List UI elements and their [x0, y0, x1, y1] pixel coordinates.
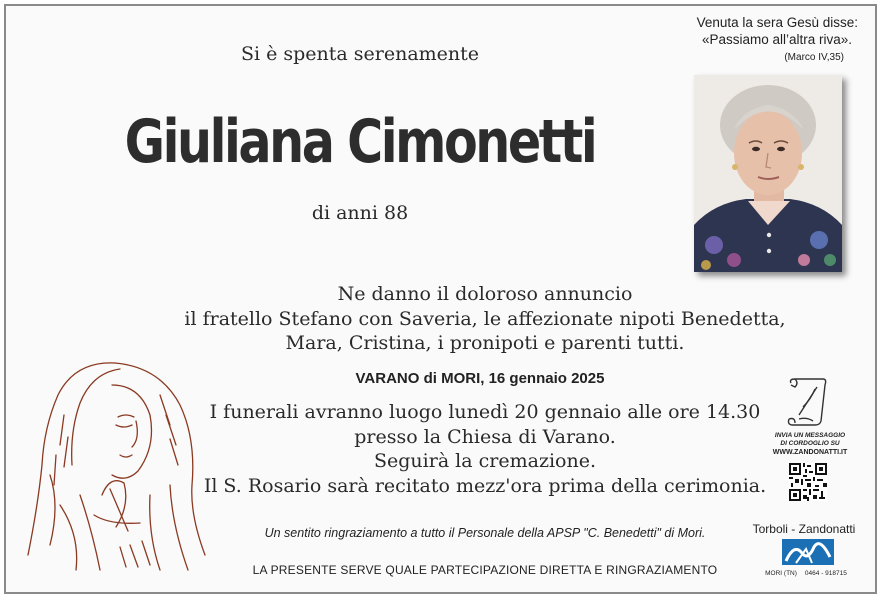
portrait-photo	[694, 75, 842, 272]
deceased-age: di anni 88	[311, 202, 409, 224]
condolence-text	[765, 432, 855, 448]
thanks-note: Un sentito ringraziamento a tutto il Personale della APSP "C. Benedetti" di Mori.	[264, 526, 706, 540]
intro-text: Si è spenta serenamente	[240, 43, 480, 65]
funeral-line: I funerali avranno luogo lunedì 20 gennaio alle ore 14.30	[209, 401, 761, 423]
funeral-line: Seguirà la cremazione.	[374, 450, 596, 472]
condolence-line: DI CORDOGLIO SU	[780, 440, 840, 447]
footer-note: LA PRESENTE SERVE QUALE PARTECIPAZIONE DIRETTA E RINGRAZIAMENTO	[252, 563, 718, 577]
quote-line-1: Venuta la sera Gesù disse:	[696, 15, 858, 30]
condolence-line: INVIA UN MESSAGGIO	[774, 432, 846, 439]
agency-contact	[756, 570, 856, 577]
agency-phone: 0464 - 918715	[804, 570, 847, 577]
funeral-line: Il S. Rosario sarà recitato mezz'ora prima della cerimonia.	[203, 474, 767, 497]
place-date: VARANO di MORI, 16 gennaio 2025	[355, 370, 605, 387]
condolence-url[interactable]: WWW.ZANDONATTI.IT	[772, 449, 848, 456]
quote-reference: (Marco IV,35)	[784, 52, 844, 63]
funeral-details	[150, 400, 820, 498]
madonna-drawing-icon	[20, 355, 215, 577]
quote-line-2: «Passiamo all’altra riva».	[701, 32, 852, 47]
scroll-quill-icon[interactable]	[785, 377, 831, 427]
announcement-line: Ne danno il doloroso annuncio	[337, 283, 633, 305]
announcement-line: Mara, Cristina, i pronipoti e parenti tutti.	[285, 332, 685, 354]
agency-logo-icon	[782, 539, 834, 565]
announcement-line: il fratello Stefano con Saveria, le affezionate nipoti Benedetta,	[184, 307, 786, 330]
funeral-line: presso la Chiesa di Varano.	[354, 425, 616, 448]
qr-code-icon[interactable]	[789, 463, 827, 501]
agency-name: Torboli - Zandonatti	[752, 522, 856, 536]
agency-city: MORI (TN)	[765, 570, 797, 577]
deceased-name: Giuliana Cimonetti	[124, 107, 596, 177]
announcement	[150, 282, 820, 356]
